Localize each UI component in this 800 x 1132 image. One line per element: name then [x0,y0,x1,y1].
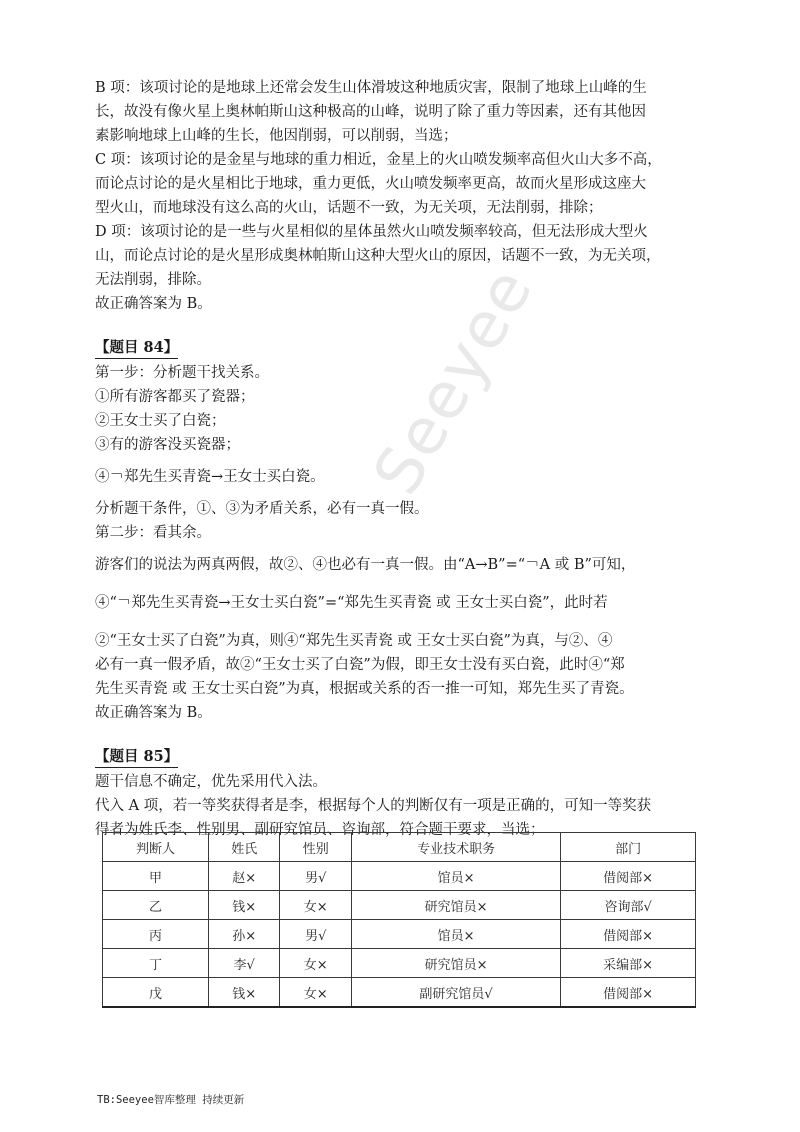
table-header: 部门 [561,833,696,862]
table-cell: 乙 [103,891,209,920]
table-row [103,949,696,978]
text-line: C 项：该项讨论的是金星与地球的重力相近，金星上的火山喷发频率高但火山大多不高， [95,152,662,168]
table-cell: 丁 [103,949,209,978]
text-line: 得者为姓氏李、性别男、副研究馆员、咨询部，符合题干要求，当选； [95,822,545,838]
step-two: 第二步：看其余。 [95,525,211,541]
table-header: 判断人 [103,833,209,862]
question-85-heading: 【题目 85】 [95,747,178,768]
judgment-table [102,832,696,1008]
table-cell: 甲 [103,862,209,891]
text-line: 素影响地球上山峰的生长，他因削弱，可以削弱，当选； [95,128,458,144]
condition-item: ①所有游客都买了瓷器； [95,389,255,405]
table-row [103,862,696,891]
table-cell: 借阅部× [561,978,696,1008]
table-cell: 女× [280,949,352,978]
condition-item: ③有的游客没买瓷器； [95,437,240,453]
question-84-section [95,336,710,725]
table-cell: 丙 [103,920,209,949]
table-cell: 钱× [208,891,280,920]
table-cell: 借阅部× [561,862,696,891]
text-line: 型火山，而地球没有这么高的火山，话题不一致，为无关项，无法削弱，排除； [95,200,603,216]
table-cell: 女× [280,978,352,1008]
condition-item: ④￢郑先生买青瓷→王女士买白瓷。 [95,469,325,485]
text-line: ②“王女士买了白瓷”为真，则④“郑先生买青瓷 或 王女士买白瓷”为真，与②、④ [95,633,613,649]
watermark: Seeyee [360,255,549,507]
text-line: ④“￢郑先生买青瓷→王女士买白瓷”=“郑先生买青瓷 或 王女士买白瓷”，此时若 [95,595,608,611]
text-line: B 项：该项讨论的是地球上还常会发生山体滑坡这种地质灾害，限制了地球上山峰的生 [95,80,647,96]
table-header: 姓氏 [208,833,280,862]
table-header: 专业技术职务 [351,833,560,862]
text-line: 长，故没有像火星上奥林帕斯山这种极高的山峰，说明了除了重力等因素，还有其他因 [95,104,646,120]
table-cell: 馆员× [351,920,560,949]
table-header: 性别 [280,833,352,862]
analysis-line: 分析题干条件，①、③为矛盾关系，必有一真一假。 [95,501,429,517]
text-line: 题干信息不确定，优先采用代入法。 [95,774,327,790]
table-row [103,920,696,949]
table-cell: 男√ [280,920,352,949]
table-cell: 馆员× [351,862,560,891]
text-line: 必有一真一假矛盾，故②“王女士买了白瓷”为假，即王女士没有买白瓷，此时④“郑 [95,657,625,673]
text-line: 先生买青瓷 或 王女士买白瓷”为真，根据或关系的否一推一可知，郑先生买了青瓷。 [95,681,634,697]
table-cell: 咨询部√ [561,891,696,920]
step-one: 第一步：分析题干找关系。 [95,365,269,381]
table-cell: 采编部× [561,949,696,978]
page-content [95,76,710,842]
condition-item: ②王女士买了白瓷； [95,413,226,429]
table-cell: 女× [280,891,352,920]
answer-line: 故正确答案为 B。 [95,705,212,721]
text-line: 代入 A 项，若一等奖获得者是李，根据每个人的判断仅有一项是正确的，可知一等奖获 [95,798,652,814]
table-cell: 戊 [103,978,209,1008]
text-line: D 项：该项讨论的是一些与火星相似的星体虽然火山喷发频率较高，但无法形成大型火 [95,224,648,240]
table-cell: 副研究馆员√ [351,978,560,1008]
answer-line: 故正确答案为 B。 [95,296,212,312]
text-line: 无法削弱，排除。 [95,272,211,288]
table-cell: 李√ [208,949,280,978]
text-line: 游客们的说法为两真两假，故②、④也必有一真一假。由“A→B”=“￢A 或 B”可知， [95,557,636,573]
page-footer: TB:Seeyee智库整理 持续更新 [97,1094,245,1106]
text-line: 而论点讨论的是火星相比于地球，重力更低，火山喷发频率更高，故而火星形成这座大 [95,176,646,192]
table-cell: 研究馆员× [351,891,560,920]
question-85-section [95,745,710,842]
table-cell: 借阅部× [561,920,696,949]
table-cell: 研究馆员× [351,949,560,978]
table-cell: 孙× [208,920,280,949]
table-cell: 钱× [208,978,280,1008]
question-84-heading: 【题目 84】 [95,338,178,359]
text-line: 山，而论点讨论的是火星形成奥林帕斯山这种大型火山的原因，话题不一致，为无关项， [95,248,661,264]
table-header-row [103,833,696,862]
table-row [103,978,696,1008]
table-row [103,891,696,920]
table-cell: 男√ [280,862,352,891]
table-cell: 赵× [208,862,280,891]
